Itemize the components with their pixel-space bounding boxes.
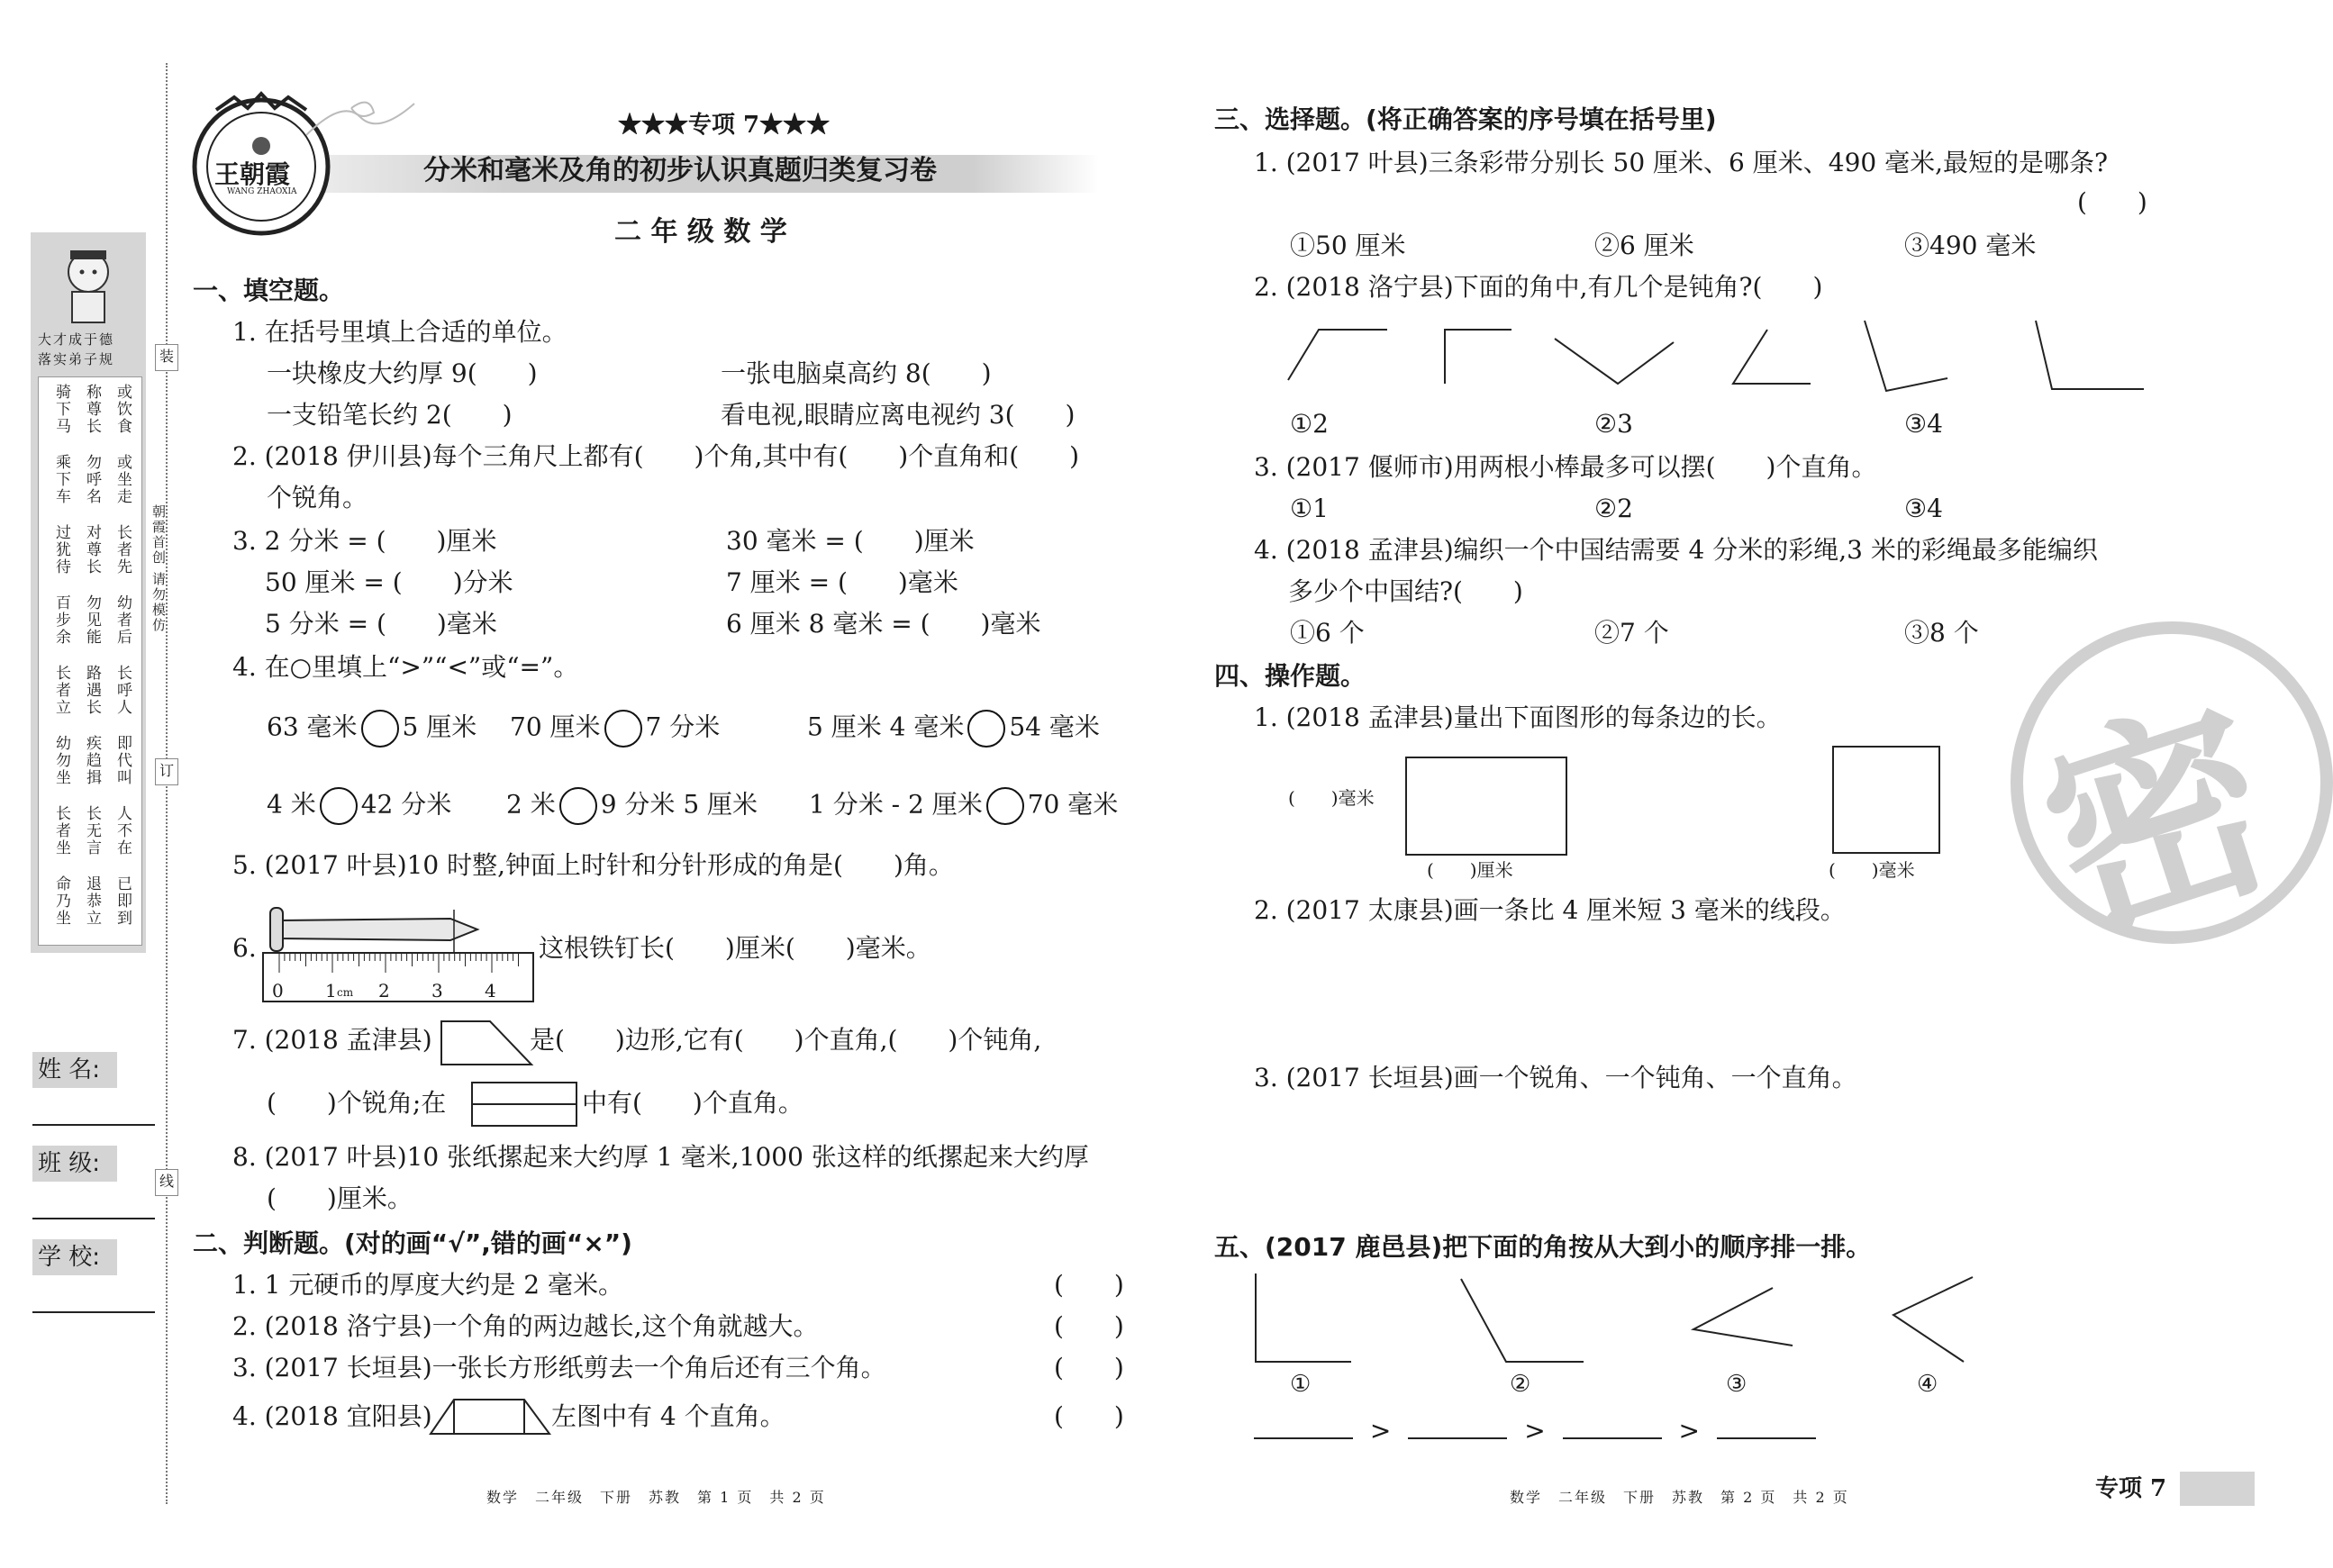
- question-6[interactable]: 这根铁钉长( )厘米( )毫米。: [539, 933, 931, 963]
- compare-item-5: [506, 787, 758, 825]
- ribbon-decoration-icon: [306, 99, 423, 153]
- corner-tag: 专项 7: [2095, 1475, 2167, 1502]
- compare-right: 7 分米: [645, 711, 721, 742]
- ruler-label-2: 2: [378, 980, 390, 1002]
- judge-3: 3. (2017 长垣县)一张长方形纸剪去一个角后还有三个角。: [232, 1353, 886, 1382]
- brand-logo-name: 王朝霞: [214, 159, 291, 189]
- question-1: 1. 在括号里填上合适的单位。: [232, 317, 567, 347]
- motto-column: 长者先: [113, 524, 132, 576]
- compare-circle[interactable]: [986, 787, 1024, 825]
- cut-mark-3: 线: [155, 1169, 178, 1196]
- compare-item-3: [807, 710, 1100, 748]
- motto-column: 长者立: [52, 665, 70, 716]
- compare-left: 70 厘米: [510, 711, 601, 742]
- cut-mark-2: 订: [155, 758, 178, 785]
- order-blank-2[interactable]: [1408, 1414, 1507, 1439]
- choice-4-line2[interactable]: 多少个中国结?( ): [1288, 576, 1523, 606]
- question-3c[interactable]: 50 厘米 = ( )分米: [265, 567, 513, 597]
- motto-column: 即代叫: [113, 735, 132, 786]
- order-answer-row: [1254, 1414, 1816, 1446]
- school-field[interactable]: [32, 1311, 155, 1313]
- compare-left: 4 米: [267, 789, 316, 820]
- choice-1-option-3[interactable]: ③490 毫米: [1904, 231, 2037, 260]
- question-3e[interactable]: 5 分米 = ( )毫米: [265, 609, 497, 639]
- question-8-line2[interactable]: ( )厘米。: [267, 1183, 413, 1213]
- motto-column: 勿见能: [83, 594, 101, 646]
- choice-4-option-2[interactable]: ②7 个: [1594, 618, 1669, 648]
- compare-right: 5 厘米: [402, 711, 477, 742]
- question-3b[interactable]: 30 毫米 = ( )厘米: [726, 526, 975, 556]
- operation-1: 1. (2018 孟津县)量出下面图形的每条边的长。: [1254, 702, 1782, 732]
- section-3-title: 三、选择题。(将正确答案的序号填在括号里): [1214, 104, 1717, 134]
- compare-right: 9 分米 5 厘米: [600, 789, 758, 820]
- compare-left: 1 分米 - 2 厘米: [809, 789, 983, 820]
- choice-2-option-1[interactable]: ①2: [1290, 409, 1329, 439]
- question-2-line2: 个锐角。: [267, 483, 368, 512]
- motto-column: 命乃坐: [52, 875, 70, 927]
- left-page-footer: 数学 二年级 下册 苏教 第 1 页 共 2 页: [486, 1489, 826, 1506]
- nail-and-ruler-figure: [261, 901, 549, 1009]
- order-blank-3[interactable]: [1563, 1414, 1662, 1439]
- choice-4-option-3[interactable]: ③8 个: [1904, 618, 1979, 648]
- question-4: 4. 在○里填上“>”“<”或“=”。: [232, 652, 579, 682]
- judge-3-answer[interactable]: ( ): [1054, 1353, 1124, 1382]
- judge-2-answer[interactable]: ( ): [1054, 1311, 1124, 1341]
- divided-rectangle-icon: [470, 1079, 578, 1129]
- brand-logo-english: WANG ZHAOXIA: [227, 187, 297, 196]
- trapezoid-divided-icon: [427, 1394, 553, 1439]
- rectangle-figure: [1405, 757, 1567, 856]
- sidebar-motto-panel: [31, 232, 146, 953]
- ruler-label-4: 4: [485, 980, 496, 1002]
- four-angles-figure: [1243, 1270, 2072, 1369]
- copyright-note: 朝霞首创 请勿模仿: [150, 504, 167, 633]
- question-2-line1[interactable]: 2. (2018 伊川县)每个三角尺上都有( )个角,其中有( )个直角和( ): [232, 441, 1080, 471]
- compare-circle[interactable]: [361, 710, 399, 748]
- choice-1-answer[interactable]: ( ): [2077, 187, 2147, 217]
- question-3f[interactable]: 6 厘米 8 毫米 = ( )毫米: [726, 609, 1041, 639]
- name-label: 姓 名:: [32, 1052, 117, 1088]
- greater-than-sign: >: [1678, 1416, 1700, 1446]
- motto-column: 过犹待: [52, 524, 70, 576]
- cut-mark-1: 装: [155, 344, 178, 371]
- question-1d[interactable]: 看电视,眼睛应离电视约 3( ): [721, 400, 1076, 430]
- right-page-footer: 数学 二年级 下册 苏教 第 2 页 共 2 页: [1510, 1489, 1849, 1506]
- choice-1-option-1[interactable]: ①50 厘米: [1290, 231, 1406, 260]
- compare-circle[interactable]: [967, 710, 1005, 748]
- operation-2-drawing-area[interactable]: [1254, 937, 2065, 1054]
- judge-1: 1. 1 元硬币的厚度大约是 2 毫米。: [232, 1270, 623, 1300]
- question-7-prefix: 7. (2018 孟津县): [232, 1025, 432, 1055]
- section-2-title: 二、判断题。(对的画“√”,错的画“×”): [193, 1228, 632, 1258]
- choice-2-option-3[interactable]: ③4: [1904, 409, 1943, 439]
- compare-item-2: [510, 710, 720, 748]
- compare-right: 70 毫米: [1027, 789, 1119, 820]
- motto-line-2: 落实弟子规: [38, 351, 115, 367]
- grade-subtitle: 二 年 级 数 学: [614, 216, 787, 248]
- ruler-label-3: 3: [431, 980, 443, 1002]
- operation-3-drawing-area[interactable]: [1254, 1104, 2065, 1221]
- operation-2: 2. (2017 太康县)画一条比 4 厘米短 3 毫米的线段。: [1254, 895, 1846, 925]
- motto-column: 乘下车: [52, 454, 70, 505]
- trapezoid-shape-icon: [438, 1018, 537, 1068]
- motto-column: 勿呼名: [83, 454, 101, 505]
- child-figure-icon: [31, 238, 146, 328]
- ruler-label-0: 0: [272, 980, 284, 1002]
- compare-left: 2 米: [506, 789, 556, 820]
- motto-column: 长无言: [83, 805, 101, 857]
- compare-circle[interactable]: [604, 710, 642, 748]
- motto-column: 或饮食: [113, 384, 132, 435]
- judge-4: 左图中有 4 个直角。: [551, 1401, 785, 1431]
- order-label-2: ②: [1510, 1371, 1531, 1398]
- choice-3-option-2[interactable]: ②2: [1594, 494, 1633, 523]
- square-figure: [1832, 746, 1940, 854]
- school-label: 学 校:: [32, 1239, 117, 1275]
- compare-item-4: [267, 787, 451, 825]
- compare-circle[interactable]: [559, 787, 597, 825]
- section-1-title: 一、填空题。: [193, 276, 345, 305]
- question-7-line2-prefix[interactable]: ( )个锐角;在: [267, 1088, 447, 1118]
- choice-1-option-2[interactable]: ②6 厘米: [1594, 231, 1694, 260]
- motto-column: 人不在: [113, 805, 132, 857]
- motto-column: 长呼人: [113, 665, 132, 716]
- compare-circle[interactable]: [320, 787, 358, 825]
- choice-2[interactable]: 2. (2018 洛宁县)下面的角中,有几个是钝角?( ): [1254, 272, 1823, 302]
- compare-right: 42 分米: [360, 789, 452, 820]
- choice-4-option-1[interactable]: ①6 个: [1290, 618, 1365, 648]
- compare-right: 54 毫米: [1009, 711, 1100, 742]
- motto-column: 疾趋揖: [83, 735, 101, 786]
- judge-2: 2. (2018 洛宁县)一个角的两边越长,这个角就越大。: [232, 1311, 819, 1341]
- compare-left: 63 毫米: [267, 711, 358, 742]
- order-blank-4[interactable]: [1717, 1414, 1816, 1439]
- question-6-number: 6.: [232, 933, 257, 963]
- motto-column: 对尊长: [83, 524, 101, 576]
- choice-1: 1. (2017 叶县)三条彩带分别长 50 厘米、6 厘米、490 毫米,最短的是哪条?: [1254, 148, 2109, 177]
- special-topic-label: ★★★专项 7★★★: [618, 112, 831, 139]
- rect-bottom-measure[interactable]: ( )厘米: [1427, 859, 1513, 881]
- question-8-line1: 8. (2017 叶县)10 张纸摞起来大约厚 1 毫米,1000 张这样的纸摞起来大约厚: [232, 1142, 1089, 1172]
- compare-item-1: [267, 710, 477, 748]
- motto-column: 百步余: [52, 594, 70, 646]
- greater-than-sign: >: [1524, 1416, 1546, 1446]
- section-5-title: 五、(2017 鹿邑县)把下面的角按从大到小的顺序排一排。: [1214, 1232, 1872, 1262]
- six-angles-figure: [1279, 315, 2180, 405]
- choice-3[interactable]: 3. (2017 偃师市)用两根小棒最多可以摆( )个直角。: [1254, 452, 1877, 482]
- order-label-4: ④: [1917, 1371, 1938, 1398]
- compare-left: 5 厘米 4 毫米: [807, 711, 965, 742]
- motto-column: 骑下马: [52, 384, 70, 435]
- operation-3: 3. (2017 长垣县)画一个锐角、一个钝角、一个直角。: [1254, 1063, 1857, 1092]
- question-1c[interactable]: 一支铅笔长约 2( ): [267, 400, 513, 430]
- judge-4-answer[interactable]: ( ): [1054, 1401, 1124, 1431]
- question-7-line1[interactable]: 是( )边形,它有( )个直角,( )个钝角,: [530, 1025, 1042, 1055]
- question-1a[interactable]: 一块橡皮大约厚 9( ): [267, 358, 538, 388]
- class-label: 班 级:: [32, 1146, 117, 1182]
- motto-column: 长者坐: [52, 805, 70, 857]
- question-3d[interactable]: 7 厘米 = ( )毫米: [726, 567, 958, 597]
- choice-4-line1: 4. (2018 孟津县)编织一个中国结需要 4 分米的彩绳,3 米的彩绳最多能编织: [1254, 535, 2098, 565]
- square-measure[interactable]: ( )毫米: [1829, 859, 1915, 881]
- question-3a[interactable]: 3. 2 分米 = ( )厘米: [232, 526, 497, 556]
- question-5[interactable]: 5. (2017 叶县)10 时整,钟面上时针和分针形成的角是( )角。: [232, 850, 954, 880]
- motto-column: 或坐走: [113, 454, 132, 505]
- confidential-stamp-text: 密: [2016, 667, 2301, 975]
- motto-column: 幼者后: [113, 594, 132, 646]
- question-7-line2[interactable]: 中有( )个直角。: [582, 1088, 803, 1118]
- order-blank-1[interactable]: [1254, 1414, 1353, 1439]
- choice-2-option-2[interactable]: ②3: [1594, 409, 1633, 439]
- motto-line-1: 大才成于德: [38, 331, 115, 348]
- class-field[interactable]: [32, 1218, 155, 1219]
- motto-column: 称尊长: [83, 384, 101, 435]
- greater-than-sign: >: [1369, 1416, 1392, 1446]
- motto-column: 幼勿坐: [52, 735, 70, 786]
- motto-column: 路遇长: [83, 665, 101, 716]
- judge-1-answer[interactable]: ( ): [1054, 1270, 1124, 1300]
- name-field[interactable]: [32, 1124, 155, 1126]
- section-4-title: 四、操作题。: [1214, 661, 1366, 691]
- question-1b[interactable]: 一张电脑桌高约 8( ): [721, 358, 992, 388]
- rect-side-measure[interactable]: ( )毫米: [1288, 787, 1375, 809]
- ruler-label-1: 1: [325, 980, 337, 1002]
- paper-title: 分米和毫米及角的初步认识真题归类复习卷: [423, 155, 937, 186]
- judge-4-prefix: 4. (2018 宜阳县): [232, 1401, 432, 1431]
- compare-item-6: [809, 787, 1118, 825]
- order-label-3: ③: [1726, 1371, 1747, 1398]
- motto-column: 已即到: [113, 875, 132, 927]
- choice-3-option-1[interactable]: ①1: [1290, 494, 1329, 523]
- motto-column: 退恭立: [83, 875, 101, 927]
- corner-tag-bar: [2180, 1472, 2255, 1506]
- ruler-unit: cm: [337, 986, 354, 999]
- choice-3-option-3[interactable]: ③4: [1904, 494, 1943, 523]
- order-label-1: ①: [1290, 1371, 1312, 1398]
